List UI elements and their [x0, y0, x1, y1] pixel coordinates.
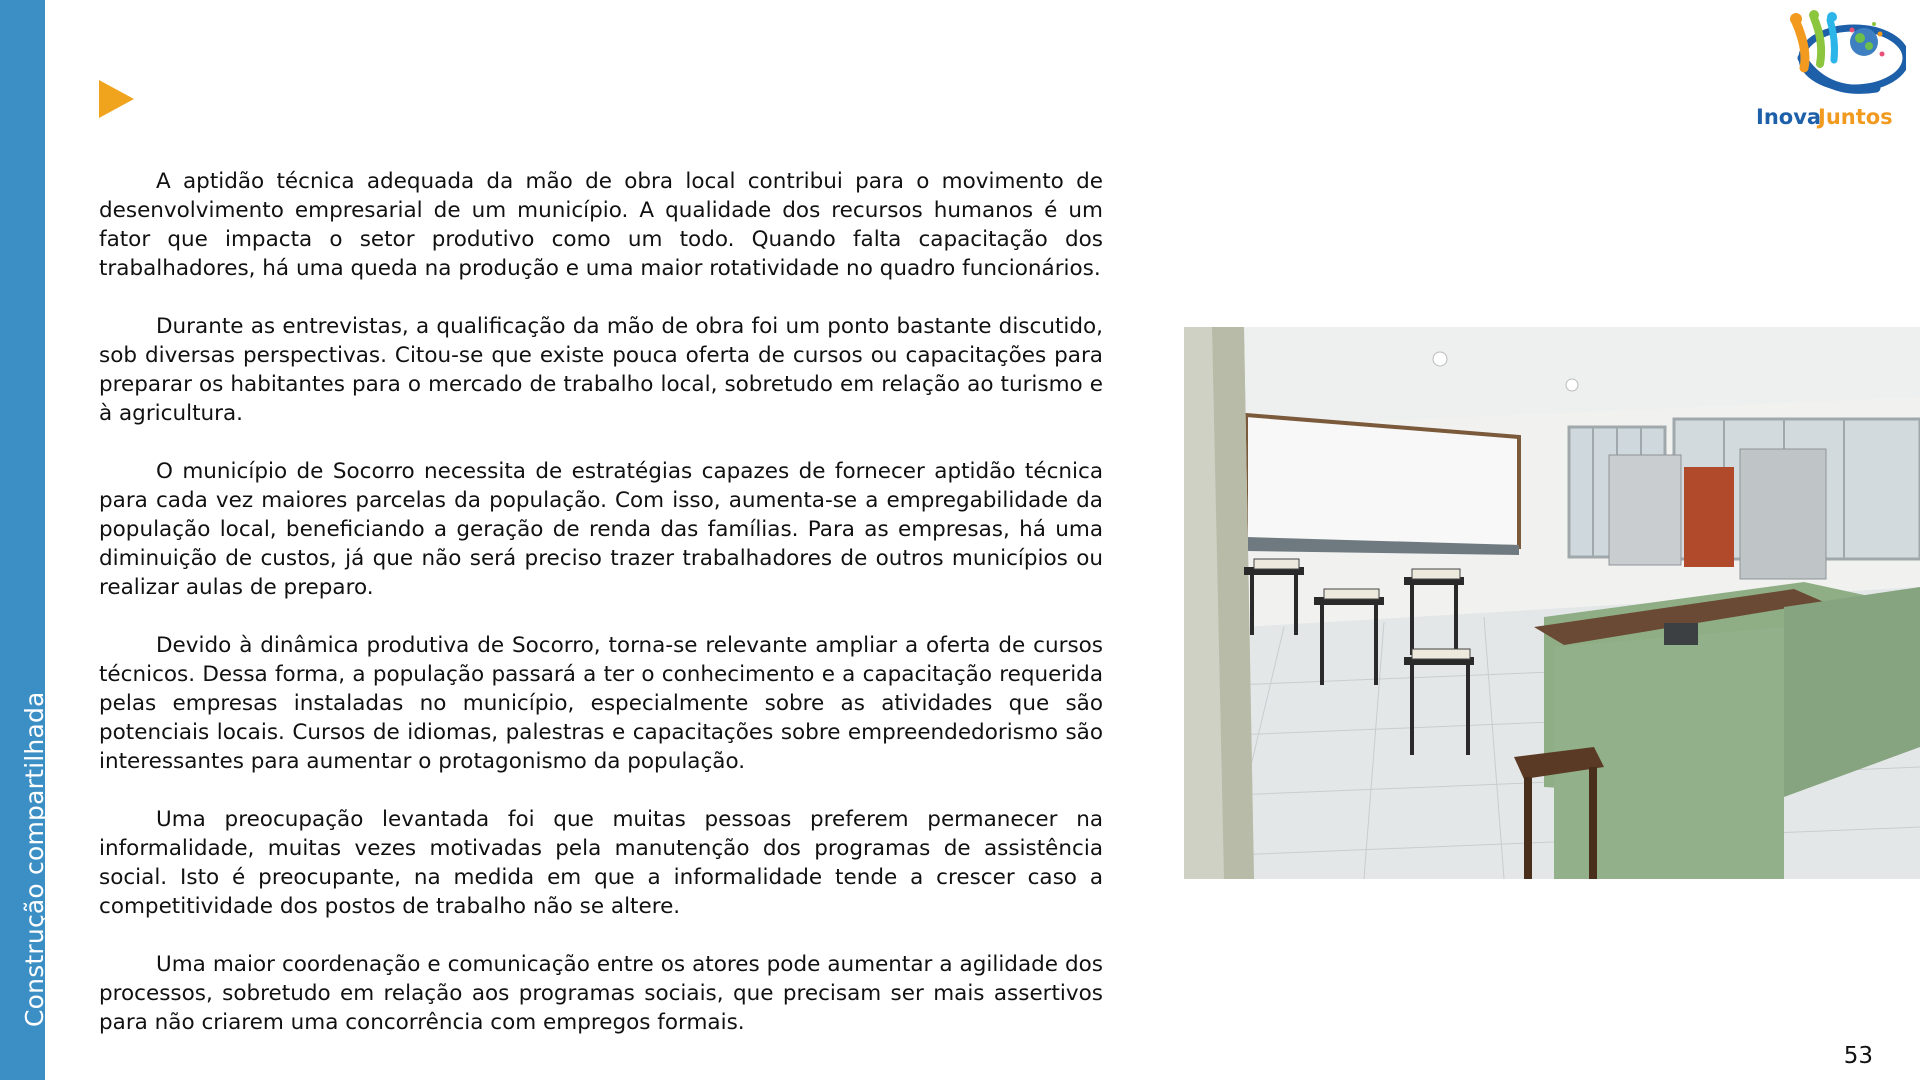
classroom-photo	[1184, 327, 1920, 879]
paragraph: Durante as entrevistas, a qualificação da mão de obra foi um ponto bastante discutido, sob diversas perspectivas. Citou-se que existe pouca oferta de cursos ou capacitações para preparar os habitantes para o mercado de trabalho local, sobretudo em relação ao turismo e à agricultura.	[99, 314, 1103, 426]
inova-juntos-logo	[1756, 10, 1906, 134]
body-text	[99, 167, 1103, 1066]
logo-text-juntos: Juntos	[1818, 105, 1893, 129]
paragraph: Uma preocupação levantada foi que muitas pessoas preferem permanecer na informalidade, muitas vezes motivadas pela manutenção dos programas de assistência social. Isto é preocupante, na medida em que a informalidade tende a crescer caso a competitividade dos postos de trabalho não se altere.	[99, 807, 1103, 919]
paragraph: O município de Socorro necessita de estratégias capazes de fornecer aptidão técnica para cada vez maiores parcelas da população. Com isso, aumenta-se a empregabilidade da população local, beneficiando a geração de renda das famílias. Para as empresas, há uma diminuição de custos, já que não será preciso trazer trabalhadores de outros municípios ou realizar aulas de preparo.	[99, 459, 1103, 600]
paragraph: Uma maior coordenação e comunicação entre os atores pode aumentar a agilidade dos processos, sobretudo em relação aos programas sociais, que precisam ser mais assertivos para não criarem uma concorrência com empregos formais.	[99, 952, 1103, 1035]
paragraph: Devido à dinâmica produtiva de Socorro, torna-se relevante ampliar a oferta de cursos técnicos. Dessa forma, a população passará a ter o conhecimento e a capacitação requerida pelas empresas instaladas no município, especialmente sobre as atividades que são potenciais locais. Cursos de idiomas, palestras e capacitações sobre empreendedorismo são interessantes para aumentar o protagonismo da população.	[99, 633, 1103, 774]
sidebar-label: Construção compartilhada	[20, 691, 49, 1027]
page-number: 53	[1843, 1043, 1873, 1069]
paragraph: A aptidão técnica adequada da mão de obra local contribui para o movimento de desenvolvimento empresarial de um município. A qualidade dos recursos humanos é um fator que impacta o setor produtivo como um todo. Quando falta capacitação dos trabalhadores, há uma queda na produção e uma maior rotatividade no quadro funcionários.	[99, 169, 1103, 281]
play-marker-icon	[99, 80, 134, 118]
logo-text-inova: Inova	[1756, 105, 1822, 129]
